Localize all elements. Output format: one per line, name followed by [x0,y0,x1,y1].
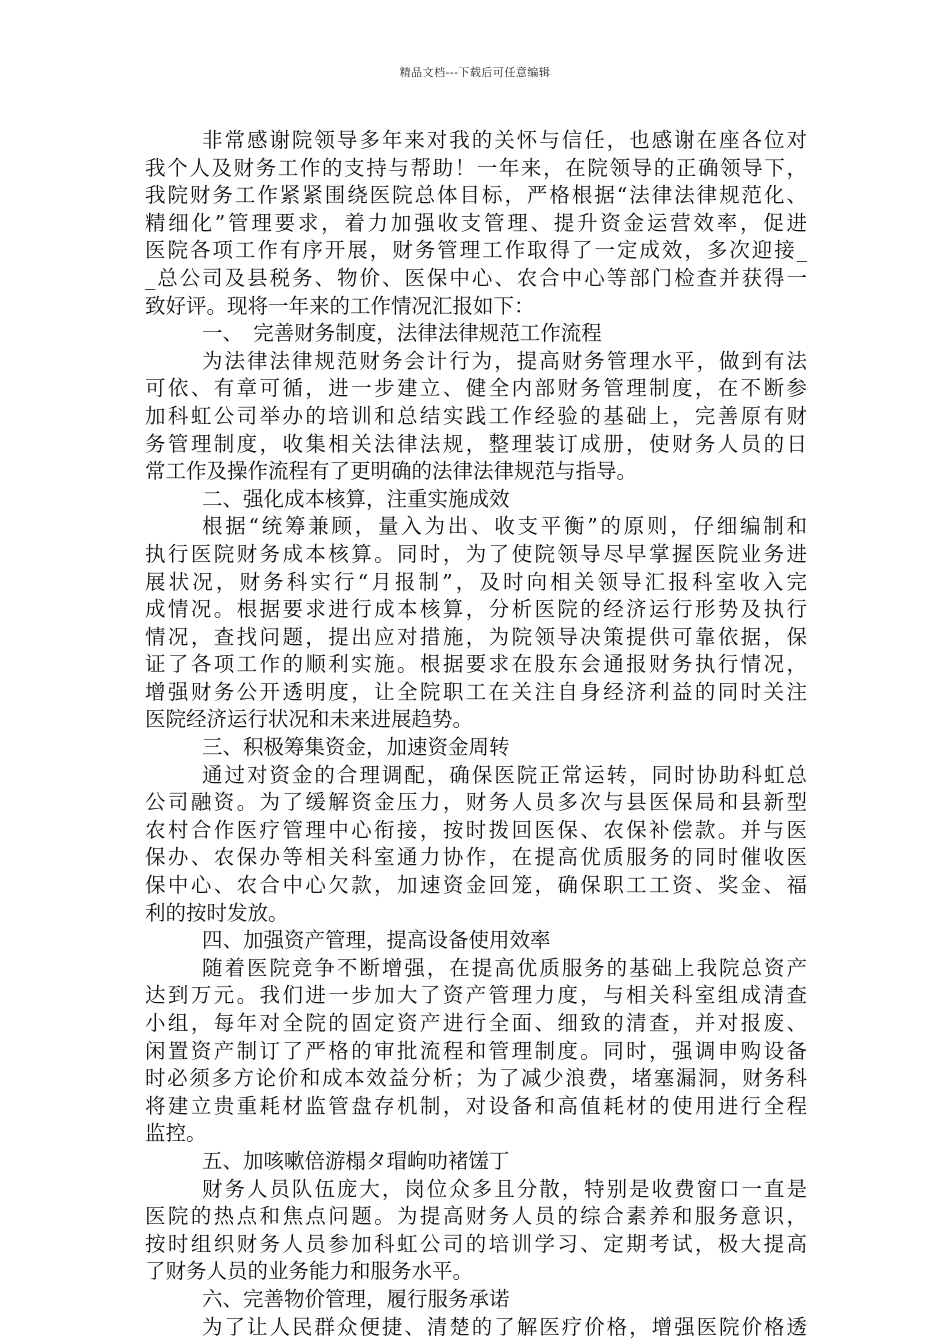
text-line: 医院的热点和焦点问题。为提高财务人员的综合素养和服务意识， [145,1204,807,1229]
text-line: 致好评。现将一年来的工作情况汇报如下： [145,293,535,318]
text-line: 医院各项工作有序开展，财务管理工作取得了一定成效，多次迎接_ [145,238,807,263]
text-line: 三、积极筹集资金，加速资金周转 [202,735,510,760]
text-line: 情况，查找问题，提出应对措施，为院领导决策提供可靠依据，保 [145,624,807,649]
text-line: 我院财务工作紧紧围绕医院总体目标，严格根据“法律法律规范化、 [145,183,807,208]
text-line: 医院经济运行状况和未来进展趋势。 [145,707,473,732]
text-line: 执行医院财务成本核算。同时，为了使院领导尽早掌握医院业务进 [145,541,807,566]
text-line: 四、加强资产管理，提高设备使用效率 [202,928,551,953]
text-line: 公司融资。为了缓解资金压力，财务人员多次与县医保局和县新型 [145,790,807,815]
text-line: 将建立贵重耗材监管盘存机制，对设备和高值耗材的使用进行全程 [145,1093,807,1118]
text-line: 保中心、农合中心欠款，加速资金回笼，确保职工工资、奖金、福 [145,873,807,898]
text-line: 时必须多方论价和成本效益分析；为了减少浪费，堵塞漏洞，财务科 [145,1066,807,1091]
text-line: 证了各项工作的顺利实施。根据要求在股东会通报财务执行情况， [145,652,807,677]
text-line: 根据“统筹兼顾，量入为出、收支平衡”的原则，仔细编制和 [202,514,807,539]
text-line: 小组，每年对全院的固定资产进行全面、细致的清查，并对报废、 [145,1011,807,1035]
text-line: 五、加咳嗽倍游榻タ瑁岣叻褚馐丁 [202,1148,510,1173]
page-header: 精品文档---下载后可任意编辑 [399,66,551,79]
text-line: 加科虹公司举办的培训和总结实践工作经验的基础上，完善原有财 [145,403,807,428]
text-line: 监控。 [145,1121,207,1146]
text-line: 展状况，财务科实行“月报制”，及时向相关领导汇报科室收入完 [145,569,807,594]
text-line: 二、强化成本核算，注重实施成效 [202,486,510,511]
text-line: 农村合作医疗管理中心衔接，按时拨回医保、农保补偿款。并与医 [145,817,807,842]
text-line: _总公司及县税务、物价、医保中心、农合中心等部门检查并获得一 [145,265,807,290]
text-line: 闲置资产制订了严格的审批流程和管理制度。同时，强调申购设备 [145,1038,807,1063]
text-line: 为了让人民群众便捷、清楚的了解医疗价格，增强医院价格透 [202,1314,807,1339]
text-line: 通过对资金的合理调配，确保医院正常运转，同时协助科虹总 [202,762,807,787]
text-line: 财务人员队伍庞大，岗位众多且分散，特别是收费窗口一直是 [202,1176,807,1201]
text-line: 六、完善物价管理，履行服务承诺 [202,1286,510,1311]
text-line: 按时组织财务人员参加科虹公司的培训学习、定期考试，极大提高 [145,1231,807,1256]
text-line: 了财务人员的业务能力和服务水平。 [145,1259,473,1284]
text-line: 成情况。根据要求进行成本核算，分析医院的经济运行形势及执行 [145,597,807,622]
text-line: 精细化”管理要求，着力加强收支管理、提升资金运营效率，促进 [145,210,807,235]
text-line: 为法律法律规范财务会计行为，提高财务管理水平，做到有法 [202,348,807,373]
text-line: 务管理制度，收集相关法律法规，整理装订成册，使财务人员的日 [145,431,807,456]
text-line: 可依、有章可循，进一步建立、健全内部财务管理制度，在不断参 [145,376,807,401]
text-line: 利的按时发放。 [145,900,289,925]
text-line: 常工作及操作流程有了更明确的法律法律规范与指导。 [145,459,637,484]
text-line: 增强财务公开透明度，让全院职工在关注自身经济利益的同时关注 [145,679,807,704]
text-line: 一、 完善财务制度，法律法律规范工作流程 [202,321,602,346]
text-line: 非常感谢院领导多年来对我的关怀与信任，也感谢在座各位对 [202,128,807,152]
text-line: 我个人及财务工作的支持与帮助！一年来，在院领导的正确领导下， [145,155,807,180]
text-line: 达到万元。我们进一步加大了资产管理力度，与相关科室组成清查 [145,983,807,1008]
document-body [145,127,807,1341]
text-line: 保办、农保办等相关科室通力协作，在提高优质服务的同时催收医 [145,845,807,870]
text-line: 随着医院竞争不断增强，在提高优质服务的基础上我院总资产 [202,955,807,980]
